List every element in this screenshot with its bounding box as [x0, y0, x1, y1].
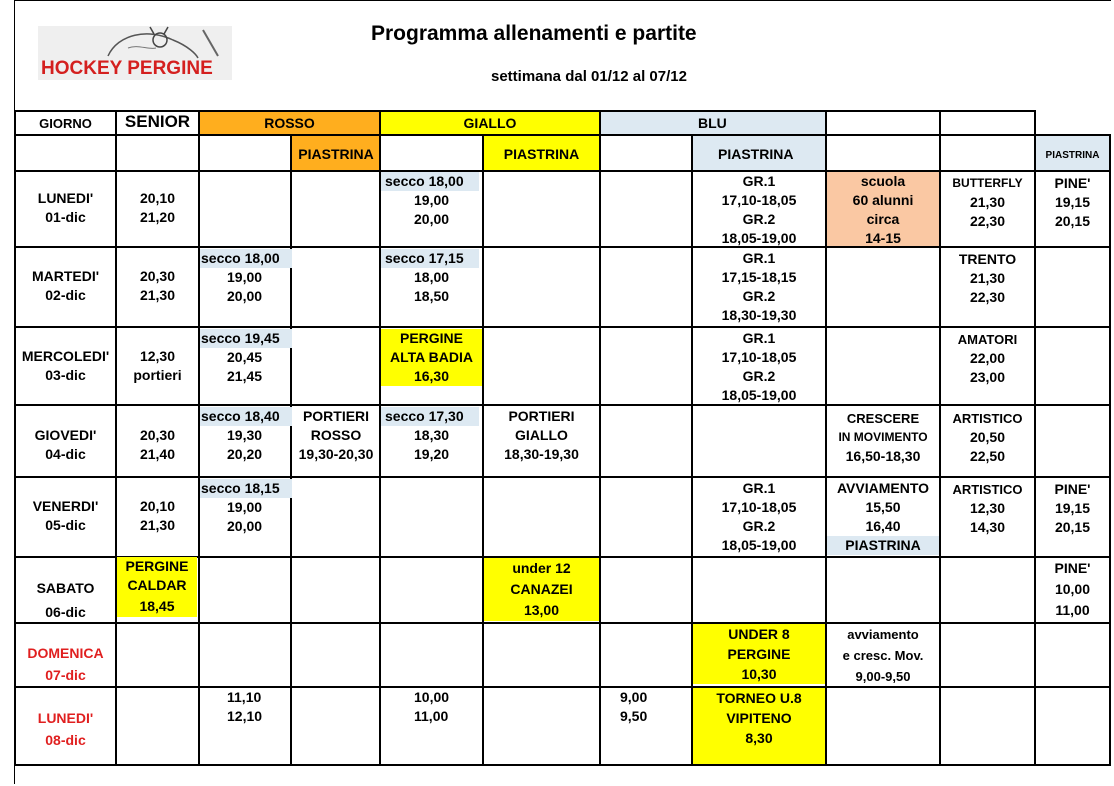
- day-label: MARTEDI' 02-dic: [31, 268, 100, 303]
- extra-cell: AMATORI 22,00 23,00: [957, 332, 1018, 385]
- day-label: MERCOLEDI' 03-dic: [21, 348, 110, 383]
- grid-line: [1109, 134, 1111, 766]
- senior-cell: 20,10 21,20: [139, 190, 176, 225]
- grid-line: [14, 686, 1111, 688]
- extra-cell: TRENTO 21,30 22,30: [958, 251, 1017, 305]
- senior-match-cell: PERGINE CALDAR 18,45: [117, 557, 197, 617]
- blu-match-cell: UNDER 8 PERGINE 10,30: [693, 624, 825, 684]
- scuola-cell: scuola 60 alunni circa 14-15: [852, 173, 914, 246]
- header-giallo: GIALLO: [463, 115, 517, 131]
- header-senior: SENIOR: [124, 112, 191, 131]
- rosso-cell: secco 18,15 19,00 20,00: [200, 479, 292, 536]
- day-label: SABATO 06-dic: [36, 580, 95, 620]
- giallo-cell: secco 17,15 18,00 18,50: [381, 249, 479, 306]
- extra-cell: BUTTERFLY 21,30 22,30: [952, 176, 1023, 229]
- grid-line: [14, 134, 1111, 136]
- giallo-match-cell: under 12 CANAZEI 13,00: [484, 558, 599, 621]
- grid-line: [14, 326, 1111, 328]
- header-piastrina-last: PIASTRINA: [1045, 150, 1100, 161]
- blu-cell: 9,00 9,50: [620, 689, 648, 724]
- extra-cell: ARTISTICO 12,30 14,30: [952, 482, 1023, 535]
- blu-match-cell: TORNEO U.8 VIPITENO 8,30: [693, 688, 825, 764]
- header-rosso: ROSSO: [264, 115, 315, 131]
- avviamento-cell: avviamento e cresc. Mov. 9,00-9,50: [842, 627, 924, 684]
- logo-text: HOCKEY PERGINE: [41, 58, 213, 79]
- rosso-cell: secco 19,45 20,45 21,45: [200, 329, 292, 386]
- header-piastrina-rosso: PIASTRINA: [298, 146, 374, 162]
- blu-piastrina-cell: GR.1 17,15-18,15 GR.2 18,30-19,30: [721, 250, 797, 323]
- hockey-pergine-logo: [38, 26, 232, 80]
- grid-line: [14, 170, 1111, 172]
- giallo-cell: secco 18,00 19,00 20,00: [381, 172, 479, 229]
- senior-cell: 20,30 21,30: [139, 268, 176, 303]
- senior-cell: 20,30 21,40: [139, 427, 176, 462]
- grid-line: [14, 404, 1111, 406]
- crescere-cell: CRESCERE IN MOVIMENTO 16,50-18,30: [838, 411, 928, 464]
- day-label: LUNEDI' 01-dic: [37, 190, 94, 225]
- giallo-match-cell: PERGINE ALTA BADIA 16,30: [381, 329, 482, 386]
- portieri-giallo-cell: PORTIERI GIALLO 18,30-19,30: [504, 408, 579, 462]
- header-piastrina-blu: PIASTRINA: [718, 146, 794, 162]
- senior-cell: 20,10 21,30: [139, 498, 176, 533]
- header-piastrina-giallo: PIASTRINA: [503, 146, 580, 162]
- portieri-rosso-cell: PORTIERI ROSSO 19,30-20,30: [298, 408, 374, 462]
- pine-cell: PINE' 19,15 20,15: [1054, 481, 1091, 535]
- avviamento-cell: AVVIAMENTO 15,50 16,40 PIASTRINA: [827, 479, 939, 555]
- blu-piastrina-cell: GR.1 17,10-18,05 GR.2 18,05-19,00: [721, 480, 797, 553]
- header-blu: BLU: [698, 115, 727, 131]
- extra-cell: ARTISTICO 20,50 22,50: [952, 411, 1023, 464]
- grid-line: [599, 110, 601, 766]
- page-title: Programma allenamenti e partite: [371, 22, 697, 45]
- wildcat-mascot-icon: [78, 26, 228, 60]
- page-subtitle: settimana dal 01/12 al 07/12: [491, 68, 687, 85]
- header-giorno: GIORNO: [39, 116, 92, 131]
- pine-cell: PINE' 19,15 20,15: [1054, 175, 1091, 229]
- blu-piastrina-cell: GR.1 17,10-18,05 GR.2 18,05-19,00: [721, 173, 797, 246]
- day-label: DOMENICA 07-dic: [27, 645, 104, 683]
- day-label: GIOVEDI' 04-dic: [34, 427, 97, 462]
- grid-line: [14, 476, 1111, 478]
- grid-line: [14, 246, 1111, 248]
- blu-piastrina-cell: GR.1 17,10-18,05 GR.2 18,05-19,00: [721, 330, 797, 403]
- pine-cell: PINE' 10,00 11,00: [1054, 560, 1091, 618]
- giallo-cell: 10,00 11,00: [414, 689, 450, 724]
- day-label: VENERDI' 05-dic: [32, 498, 99, 533]
- grid-line: [14, 764, 1111, 766]
- rosso-cell: secco 18,40 19,30 20,20: [200, 407, 292, 464]
- giallo-cell: secco 17,30 18,30 19,20: [381, 407, 479, 464]
- senior-cell: 12,30 portieri: [133, 348, 182, 383]
- rosso-cell: 11,10 12,10: [227, 689, 263, 724]
- grid-line: [14, 622, 1111, 624]
- day-label: LUNEDI' 08-dic: [37, 710, 94, 748]
- rosso-cell: secco 18,00 19,00 20,00: [200, 249, 292, 306]
